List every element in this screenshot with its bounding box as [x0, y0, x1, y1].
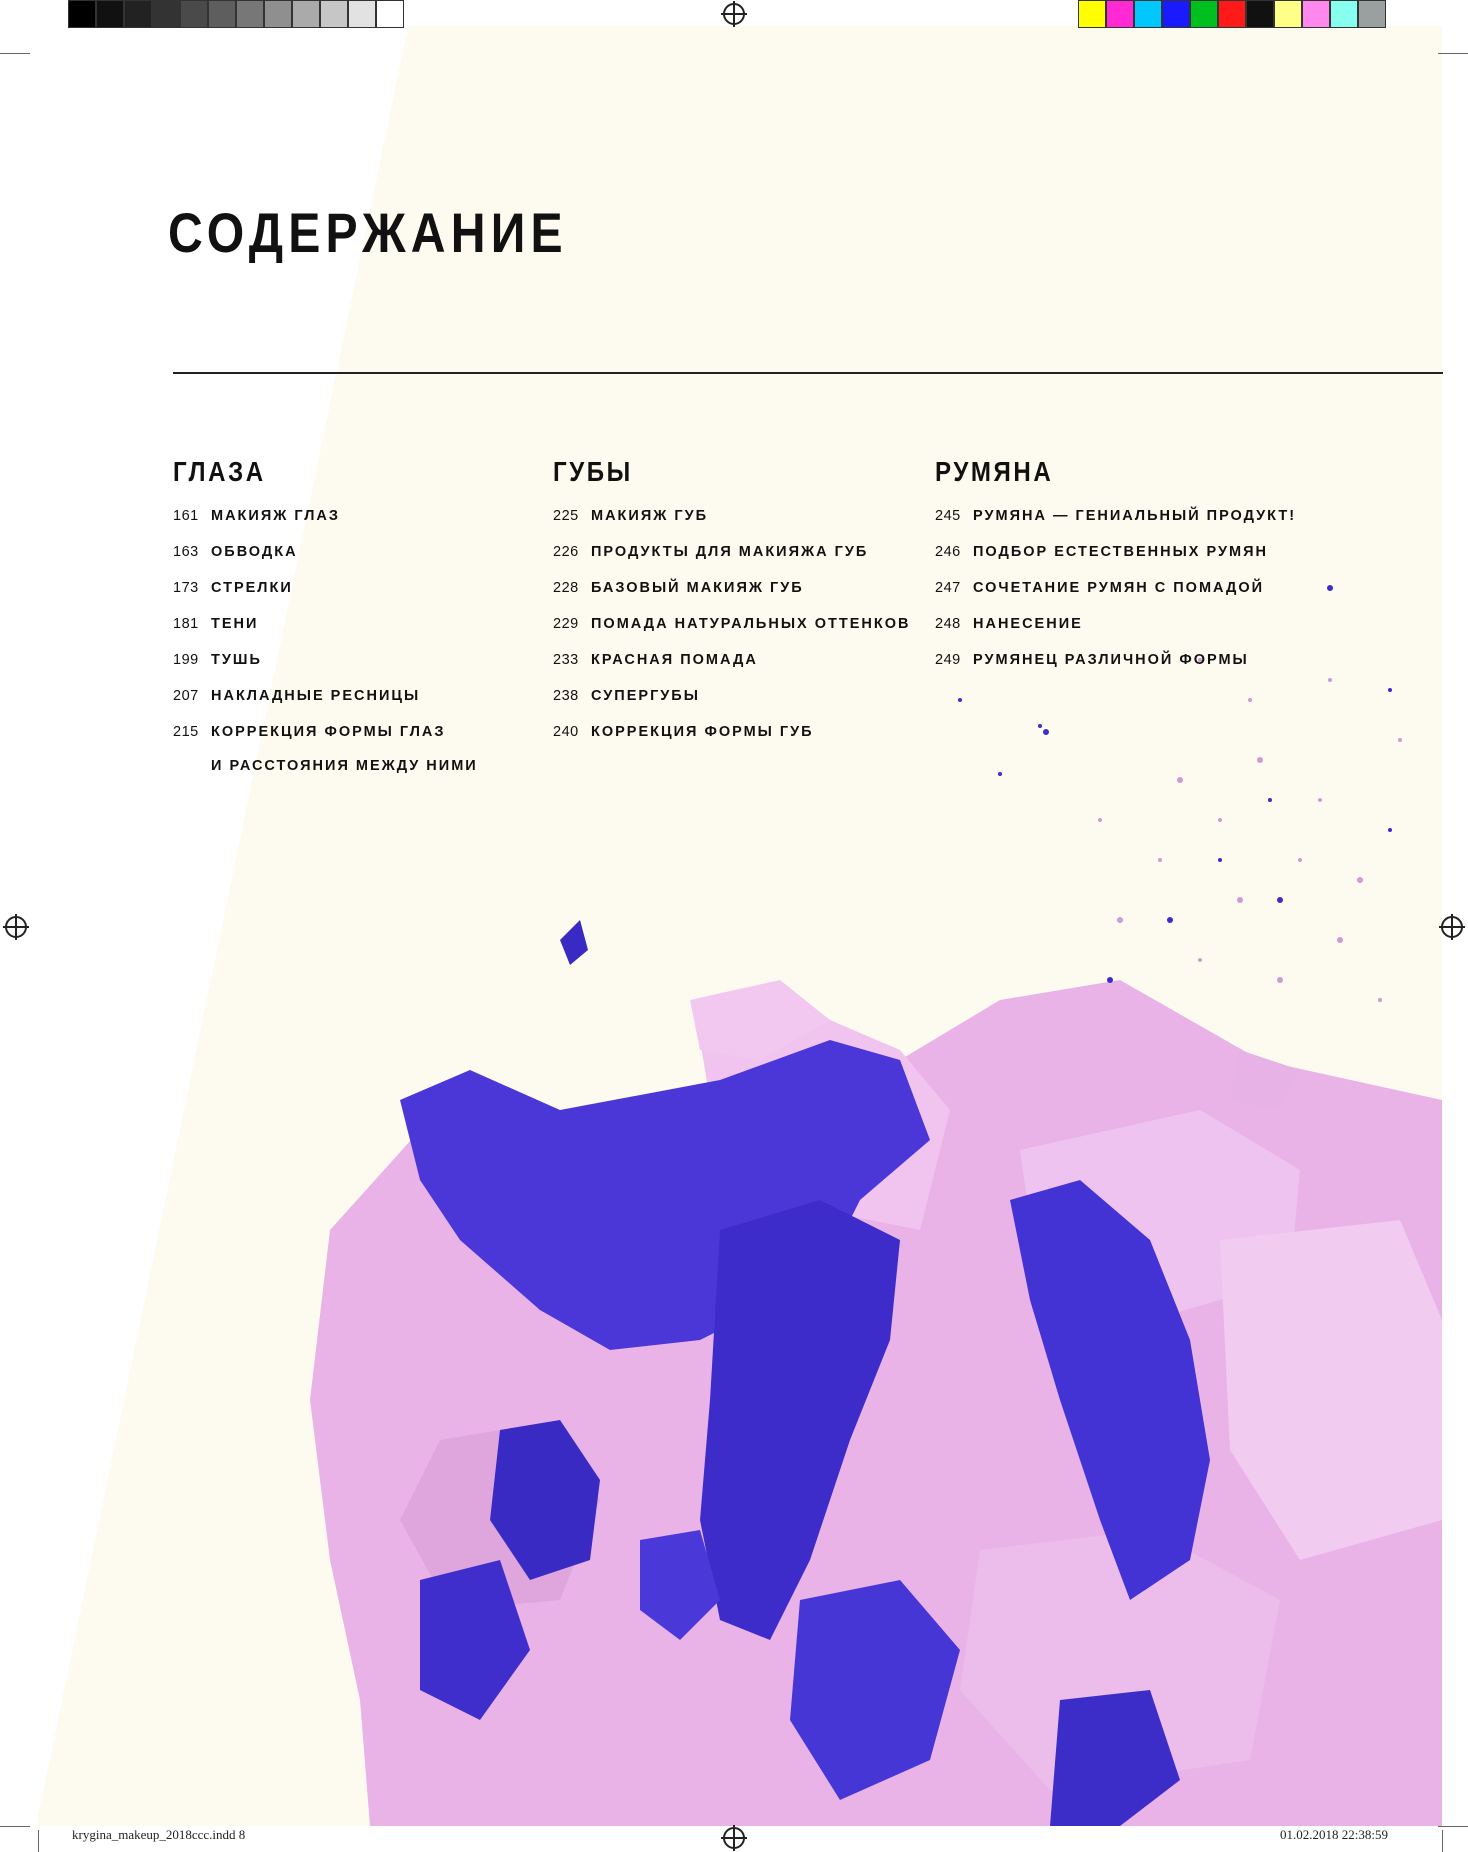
toc-section-heading: ГЛАЗА: [173, 456, 266, 487]
powder-speckles: [1098, 658, 1402, 1002]
print-slug-datetime: 01.02.2018 22:38:59: [1280, 1827, 1388, 1842]
registration-mark-right-icon: [1441, 916, 1463, 938]
toc-page-number: 247: [935, 580, 961, 596]
toc-page-number: 240: [553, 724, 579, 740]
toc-entry[interactable]: [553, 678, 910, 714]
toc-page-number: 226: [553, 544, 579, 560]
toc-entry[interactable]: [173, 642, 478, 678]
toc-entry[interactable]: [553, 606, 910, 642]
toc-entry[interactable]: [173, 714, 478, 750]
calibration-swatch: [180, 0, 208, 28]
toc-page-number: 238: [553, 688, 579, 704]
toc-entry-title: ОБВОДКА: [211, 544, 298, 560]
calibration-swatch: [1106, 0, 1134, 28]
toc-entry-title: ПРОДУКТЫ ДЛЯ МАКИЯЖА ГУБ: [591, 544, 869, 560]
toc-entry[interactable]: [553, 714, 910, 750]
toc-entry-title: РУМЯНА — ГЕНИАЛЬНЫЙ ПРОДУКТ!: [973, 508, 1297, 524]
toc-entry[interactable]: [173, 678, 478, 714]
calibration-swatch: [1162, 0, 1190, 28]
toc-entry[interactable]: [553, 498, 910, 534]
toc-entry-title: ТЕНИ: [211, 616, 259, 632]
calibration-swatch: [1302, 0, 1330, 28]
toc-entry-title: МАКИЯЖ ГУБ: [591, 508, 709, 524]
toc-column-eyes: [173, 458, 478, 782]
toc-entry-title: ПОДБОР ЕСТЕСТВЕННЫХ РУМЯН: [973, 544, 1268, 560]
toc-entry[interactable]: [553, 642, 910, 678]
crop-mark: [1438, 53, 1468, 54]
registration-mark-top-icon: [723, 3, 745, 25]
toc-column-blush: [935, 458, 1296, 678]
toc-entry-title: РУМЯНЕЦ РАЗЛИЧНОЙ ФОРМЫ: [973, 652, 1249, 668]
calibration-swatch: [320, 0, 348, 28]
toc-entry-title: МАКИЯЖ ГЛАЗ: [211, 508, 340, 524]
toc-entry-title: СУПЕРГУБЫ: [591, 688, 700, 704]
calibration-swatch: [292, 0, 320, 28]
calibration-swatch: [1358, 0, 1386, 28]
calibration-swatch: [376, 0, 404, 28]
calibration-swatch: [1078, 0, 1106, 28]
crop-mark: [1438, 1826, 1468, 1827]
calibration-swatch: [68, 0, 96, 28]
toc-entry-title: НАНЕСЕНИЕ: [973, 616, 1083, 632]
toc-section-heading: ГУБЫ: [553, 456, 633, 487]
toc-entry-title: И РАССТОЯНИЯ МЕЖДУ НИМИ: [211, 758, 478, 774]
calibration-swatch: [208, 0, 236, 28]
calibration-swatch: [152, 0, 180, 28]
toc-entry[interactable]: [935, 606, 1296, 642]
calibration-swatch: [1246, 0, 1274, 28]
crop-mark: [38, 1830, 39, 1852]
toc-entry[interactable]: [935, 642, 1296, 678]
calibration-swatch: [236, 0, 264, 28]
calibration-swatch: [1218, 0, 1246, 28]
crop-mark: [1442, 1830, 1443, 1852]
toc-page-number: 229: [553, 616, 579, 632]
calibration-swatch: [264, 0, 292, 28]
title-divider: [173, 372, 1443, 374]
toc-entry[interactable]: [173, 498, 478, 534]
toc-entry-title: СОЧЕТАНИЕ РУМЯН С ПОМАДОЙ: [973, 580, 1265, 596]
print-slug-filename: krygina_makeup_2018ccc.indd 8: [72, 1827, 246, 1842]
toc-entry[interactable]: [553, 570, 910, 606]
toc-entry[interactable]: [173, 606, 478, 642]
toc-entry[interactable]: [935, 534, 1296, 570]
crop-mark: [0, 1826, 30, 1827]
toc-entry-title: ТУШЬ: [211, 652, 262, 668]
toc-entry[interactable]: [173, 570, 478, 606]
toc-page-number: 161: [173, 508, 199, 524]
toc-page-number: 173: [173, 580, 199, 596]
toc-entry[interactable]: [173, 534, 478, 570]
toc-entry-title: НАКЛАДНЫЕ РЕСНИЦЫ: [211, 688, 421, 704]
toc-page-number: 215: [173, 724, 199, 740]
registration-mark-left-icon: [5, 916, 27, 938]
toc-page-number: 199: [173, 652, 199, 668]
registration-mark-bottom-icon: [723, 1827, 745, 1849]
toc-entry-title: КОРРЕКЦИЯ ФОРМЫ ГЛАЗ: [211, 724, 446, 740]
toc-entry[interactable]: [553, 534, 910, 570]
toc-entry[interactable]: [935, 570, 1296, 606]
calibration-swatch: [1190, 0, 1218, 28]
calibration-swatch: [1134, 0, 1162, 28]
toc-entry-title: КРАСНАЯ ПОМАДА: [591, 652, 758, 668]
toc-page-number: 207: [173, 688, 199, 704]
crop-mark: [0, 53, 30, 54]
calibration-swatch: [1274, 0, 1302, 28]
toc-page-number: 228: [553, 580, 579, 596]
calibration-swatch: [124, 0, 152, 28]
toc-page-number: 181: [173, 616, 199, 632]
toc-entry-title: ПОМАДА НАТУРАЛЬНЫХ ОТТЕНКОВ: [591, 616, 911, 632]
toc-page-number: 225: [553, 508, 579, 524]
color-calibration-bar: [1078, 0, 1386, 28]
calibration-swatch: [1330, 0, 1358, 28]
calibration-swatch: [348, 0, 376, 28]
toc-page-number: 249: [935, 652, 961, 668]
toc-page-number: 248: [935, 616, 961, 632]
toc-entry-title: БАЗОВЫЙ МАКИЯЖ ГУБ: [591, 580, 804, 596]
toc-column-lips: [553, 458, 910, 750]
toc-page-number: 246: [935, 544, 961, 560]
toc-page-number: 233: [553, 652, 579, 668]
grayscale-calibration-bar: [68, 0, 404, 28]
toc-entry-continuation[interactable]: [173, 750, 478, 782]
page-title: СОДЕРЖАНИЕ: [168, 201, 568, 264]
toc-page-number: 245: [935, 508, 961, 524]
toc-entry-title: СТРЕЛКИ: [211, 580, 293, 596]
toc-entry[interactable]: [935, 498, 1296, 534]
toc-section-heading: РУМЯНА: [935, 456, 1054, 487]
toc-entry-title: КОРРЕКЦИЯ ФОРМЫ ГУБ: [591, 724, 814, 740]
toc-page-number: 163: [173, 544, 199, 560]
calibration-swatch: [96, 0, 124, 28]
